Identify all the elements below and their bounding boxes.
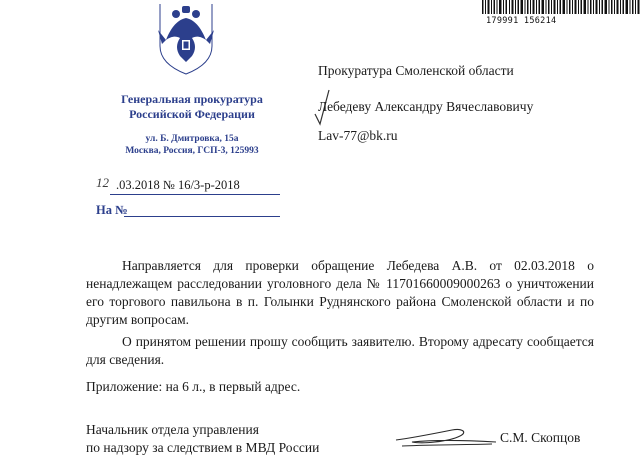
agency-address <box>78 133 306 157</box>
signer-position <box>86 421 319 457</box>
number-prefix: № <box>162 178 175 192</box>
handwritten-day: 12 <box>96 175 109 190</box>
signer-position-line1: Начальник отдела управления <box>86 422 259 437</box>
coat-of-arms-emblem <box>146 0 226 78</box>
recipient-person: Лебедеву Александру Вячеславовичу <box>318 99 534 114</box>
address-line1: ул. Б. Дмитровка, 15а <box>145 134 239 144</box>
reference-label: На № <box>96 203 128 217</box>
outgoing-number: 16/3-р-2018 <box>177 178 240 192</box>
date-underline <box>110 194 280 195</box>
body-paragraph-2: О принятом решении прошу сообщить заявителю. Второму адресату сообщается для сведения. <box>86 334 594 367</box>
handwritten-signature <box>392 418 504 458</box>
agency-name <box>78 92 306 122</box>
reference-underline <box>124 216 280 217</box>
recipient-organization: Прокуратура Смоленской области <box>318 63 514 78</box>
body-paragraph-1: Направляется для проверки обращение Лебедева А.В. от 02.03.2018 о ненадлежащем расследовании уголовного дела № 11701660009000263 о уничтожении его торгового павильона в п. Голынки Руднянского района Смоленской области и по другим вопросам. <box>86 258 594 327</box>
date-and-number <box>116 178 240 193</box>
registration-date-number <box>96 175 286 196</box>
barcode-number: 179991 156214 <box>486 16 557 26</box>
attachment-note: Приложение: на 6 л., в первый адрес. <box>86 379 301 394</box>
agency-name-line2: Российской Федерации <box>129 107 255 121</box>
date-value: .03.2018 <box>116 178 160 192</box>
recipient-email: Lav-77@bk.ru <box>318 128 398 143</box>
address-line2: Москва, Россия, ГСП-3, 125993 <box>125 146 259 156</box>
agency-name-line1: Генеральная прокуратура <box>121 92 263 106</box>
signer-position-line2: по надзору за следствием в МВД России <box>86 440 320 455</box>
signer-name: С.М. Скопцов <box>500 430 581 445</box>
